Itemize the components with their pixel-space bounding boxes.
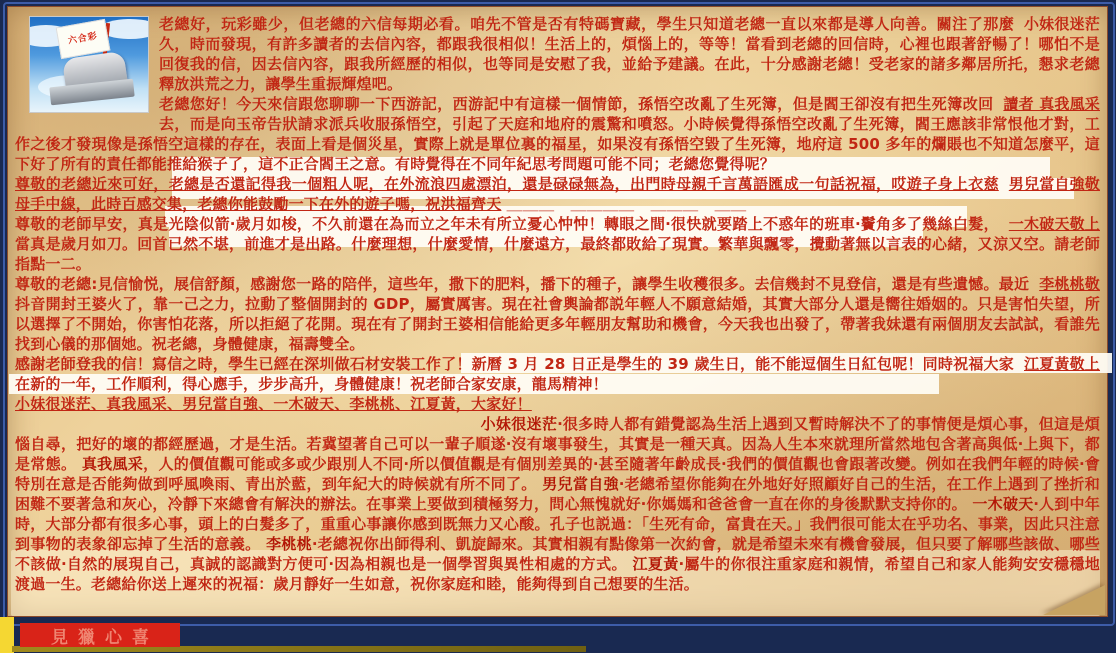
reply-text-3: ‧老總希望你能夠在外地好好照顧好自己的生活，在工作上遇到了挫折和困難不要著急和灰心，冷靜下來總會有解決的辦法。在事業上要做到積極努力，問心無愧就好‧你媽媽和爸爸會一直在你的身後默默支持你的。 — [15, 475, 1100, 513]
letter-3 — [15, 174, 1100, 214]
reply-indent-spacer — [15, 428, 475, 429]
letter-5-body: 尊敬的老總:見信愉悦，展信舒顏，感謝您一路的陪伴，這些年，撒下的肥料，播下的種子，讓學生收穫很多。去信幾封不見登信，還是有些遺憾。最近抖音開封王婆火了，靠一己之力，拉動了整個開封的 GDP，屬實厲害。現在社會輿論都説年輕人不願意結婚，其實大部分人還是嚮往婚姻的。只是害怕失望，所以選擇了不開始，你害怕花落，所以拒絕了花開。現在有了開封王婆相信能給更多年輕朋友幫助和機會，今天我也出發了，帶著我妹還有兩個朋友去試試，看誰先找到心儀的那個她。祝老總，身體健康，福壽雙全。 — [15, 275, 1100, 353]
letter-4-signature: 一木破天敬上 — [1008, 215, 1100, 233]
letters-column — [15, 14, 1100, 594]
letter-1 — [15, 14, 1100, 94]
reply-greeting: 小妹很迷茫、真我風采、男兒當自強、一木破天、李桃桃、江夏黃，大家好！ — [15, 395, 532, 413]
reply-text-4: ‧人到中年時，大部分都有很多心事，頭上的白髮多了，重重心事讓你感到既無力又心酸。孔子也説過：「生死有命，富貴在天。」我們很可能太在乎功名、事業，因此只注意到事物的表象卻忘掉了生活的意義。 — [15, 495, 1100, 553]
letter-3-signature: 男兒當自強敬 — [1008, 175, 1100, 193]
letter-1-body: 老總好，玩彩雖少，但老總的六信每期必看。咱先不管是否有特碼寶藏，學生只知道老總一直以來都是導人向善。關注了那麼久，時而發現，有許多讀者的去信內容，都跟我很相似！生活上的，煩惱上的，等等！當看到老總的回信時，心裡也跟著舒暢了！哪怕不是回復我的信，因去信內容，跟我所經歷的相似，也等同是安慰了我，並給予建議。在此，十分感謝老總！受老家的諸多鄰居所托，懇求老總釋放洪荒之力，讓學生重振輝煌吧。 — [159, 15, 1100, 93]
correspondent-name-3: 男兒當自強 — [542, 475, 619, 493]
letter-2-signature: 讀者 真我風采 — [1003, 95, 1100, 113]
correspondent-name-4: 一木破天 — [972, 495, 1034, 513]
letter-6-signature: 江夏黃敬上 — [1023, 355, 1100, 373]
correspondent-name-6: 江夏黃 — [632, 555, 679, 573]
letter-1-signature: 小妹很迷茫 — [1023, 15, 1100, 33]
letter-2 — [15, 94, 1100, 174]
letter-paper — [7, 6, 1108, 617]
reply-text-1: ‧很多時人都有錯覺認為生活上遇到又暫時解決不了的事情便是煩心事，但這是煩惱自尋，把好的壞的都經歷過，才是生活。若冀望著自己可以一輩子順遂‧沒有壞事發生，其實是一種天真。因為人生本來就理所當然地包含著高與低‧上與下，都是常態。 — [15, 415, 1100, 473]
mailbox-photo — [29, 16, 149, 113]
flag-text: 六合彩 — [67, 31, 99, 47]
letter-3-dashes: ＿＿＿ ＿＿＿＿ ＿＿＿ ＿＿ — [506, 195, 747, 213]
correspondent-name-1: 小妹很迷茫 — [480, 415, 558, 433]
correspondent-name-5: 李桃桃 — [266, 535, 313, 553]
reply-text-6: ‧屬牛的你很注重家庭和親情，希望自己和家人能夠安安穩穩地渡過一生。老總給你送上遲來的祝福：歲月靜好一生如意，祝你家庭和睦，能夠得到自己想要的生活。 — [15, 555, 1100, 593]
reply-text-2: ，人的價值觀可能或多或少跟別人不同‧所以價值觀是有個別差異的‧甚至隨著年齡成長‧我們的價值觀也會跟著改變。例如在我們年輕的時候‧會特別在意是否能夠做到呼風喚雨、青出於藍，到年紀大的時候就有所不同了。 — [15, 455, 1100, 493]
letter-5-signature: 李桃桃敬 — [1039, 275, 1100, 293]
section-label-box — [20, 623, 180, 647]
reply-text-5: ‧老總祝你出師得利、凱旋歸來。其實相親有點像第一次約會，就是希望未來有機會發展，但只要了解哪些該做、哪些不該做‧自然的展現自己，真誠的認識對方便可‧因為相親也是一個學習與異性相處的方式。 — [15, 535, 1100, 573]
editor-reply — [15, 414, 1100, 594]
letter-2-body: 老總您好！今天來信跟您聊聊一下西游記，西游記中有這樣一個情節，孫悟空改亂了生死簿，但是閻王卻沒有把生死簿改回去，而是向玉帝告狀請求派兵收服孫悟空，引起了天庭和地府的震驚和噴怒。小時候覺得孫悟空改亂了生死簿，閻王應該非常恨他才對，工作之後才發現像是孫悟空這樣的存在，表面上看是個災星，實際上就是單位裏的福星，如果沒有孫悟空毀了生死簿，地府這 500 多年的爛賬也不知道怎麼平，這下好了所有的責任都能推給猴子了，這不正合閻王之意。有時覺得在不同年紀思考問題可能不同；老總您覺得呢？ — [15, 95, 1100, 173]
correspondent-name-2: 真我風采 — [81, 455, 144, 473]
section-label: 見獵心喜 — [51, 627, 159, 648]
page-curl — [1043, 585, 1105, 615]
letter-4-body: 尊敬的老師早安，真是光陰似箭‧歲月如梭，不久前還在為而立之年未有所立憂心忡忡！轉眼之間‧很快就要踏上不惑年的班車‧鬢角多了幾絲白髮，當真是歲月如刀。回首已然不堪，前進才是出路。什麼理想，什麼愛情，什麼遠方，最終都敗給了現實。繁華與飄零，攪動著無以言表的心緒，又涼又空。請老師指點一二。 — [15, 215, 1100, 273]
letter-3-body: 尊敬的老總近來可好，老總是否還記得我一個粗人呢，在外流浪四處漂泊，還是碌碌無為，出門時母親千言萬語匯成一句話祝福，哎遊子身上衣慈母手中線，此時百感交集，老總你能鼓勵一下在外的遊子嗎，祝洪福齊天 — [15, 175, 999, 213]
letter-4 — [15, 214, 1100, 274]
letter-6 — [15, 354, 1100, 394]
letter-5 — [15, 274, 1100, 354]
letter-6-body: 感謝老師登我的信！寫信之時，學生已經在深圳做石材安裝工作了！新曆 3 月 28 日正是學生的 39 歲生日，能不能逗個生日紅包呢！同時祝福大家在新的一年，工作順利，得心應手，步步高升，身體健康！祝老師合家安康，龍馬精神！ — [15, 355, 1014, 393]
